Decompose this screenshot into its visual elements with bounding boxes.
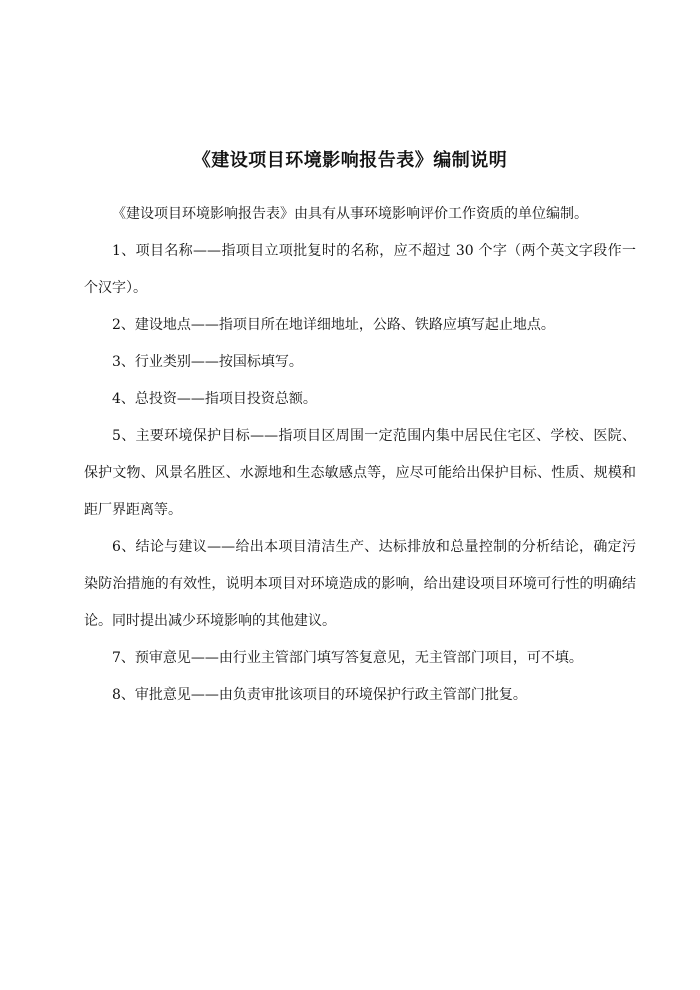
intro-paragraph: 《建设项目环境影响报告表》由具有从事环境影响评价工作资质的单位编制。 xyxy=(112,206,588,222)
item-preliminary-review: 7、预审意见——由行业主管部门填写答复意见，无主管部门项目，可不填。 xyxy=(112,650,583,666)
document-title: 《建设项目环境影响报告表》编制说明 xyxy=(192,150,508,171)
item-project-name: 1、项目名称——指项目立项批复时的名称，应不超过 30 个字（两个英文字段作一个汉字）。 xyxy=(84,243,636,296)
item-construction-site: 2、建设地点——指项目所在地详细地址，公路、铁路应填写起止地点。 xyxy=(112,317,555,333)
item-approval-opinion: 8、审批意见——由负责审批该项目的环境保护行政主管部门批复。 xyxy=(112,687,527,703)
item-protection-targets: 5、主要环境保护目标——指项目区周围一定范围内集中居民住宅区、学校、医院、保护文物、风景名胜区、水源地和生态敏感点等，应尽可能给出保护目标、性质、规模和距厂界距离等。 xyxy=(84,428,636,518)
item-total-investment: 4、总投资——指项目投资总额。 xyxy=(112,391,317,407)
item-industry-category: 3、行业类别——按国标填写。 xyxy=(112,354,303,370)
item-conclusions: 6、结论与建议——给出本项目清洁生产、达标排放和总量控制的分析结论，确定污染防治措施的有效性，说明本项目对环境造成的影响，给出建设项目环境可行性的明确结论。同时提出减少环境影响的其他建议。 xyxy=(84,539,636,629)
document-body xyxy=(84,196,636,714)
